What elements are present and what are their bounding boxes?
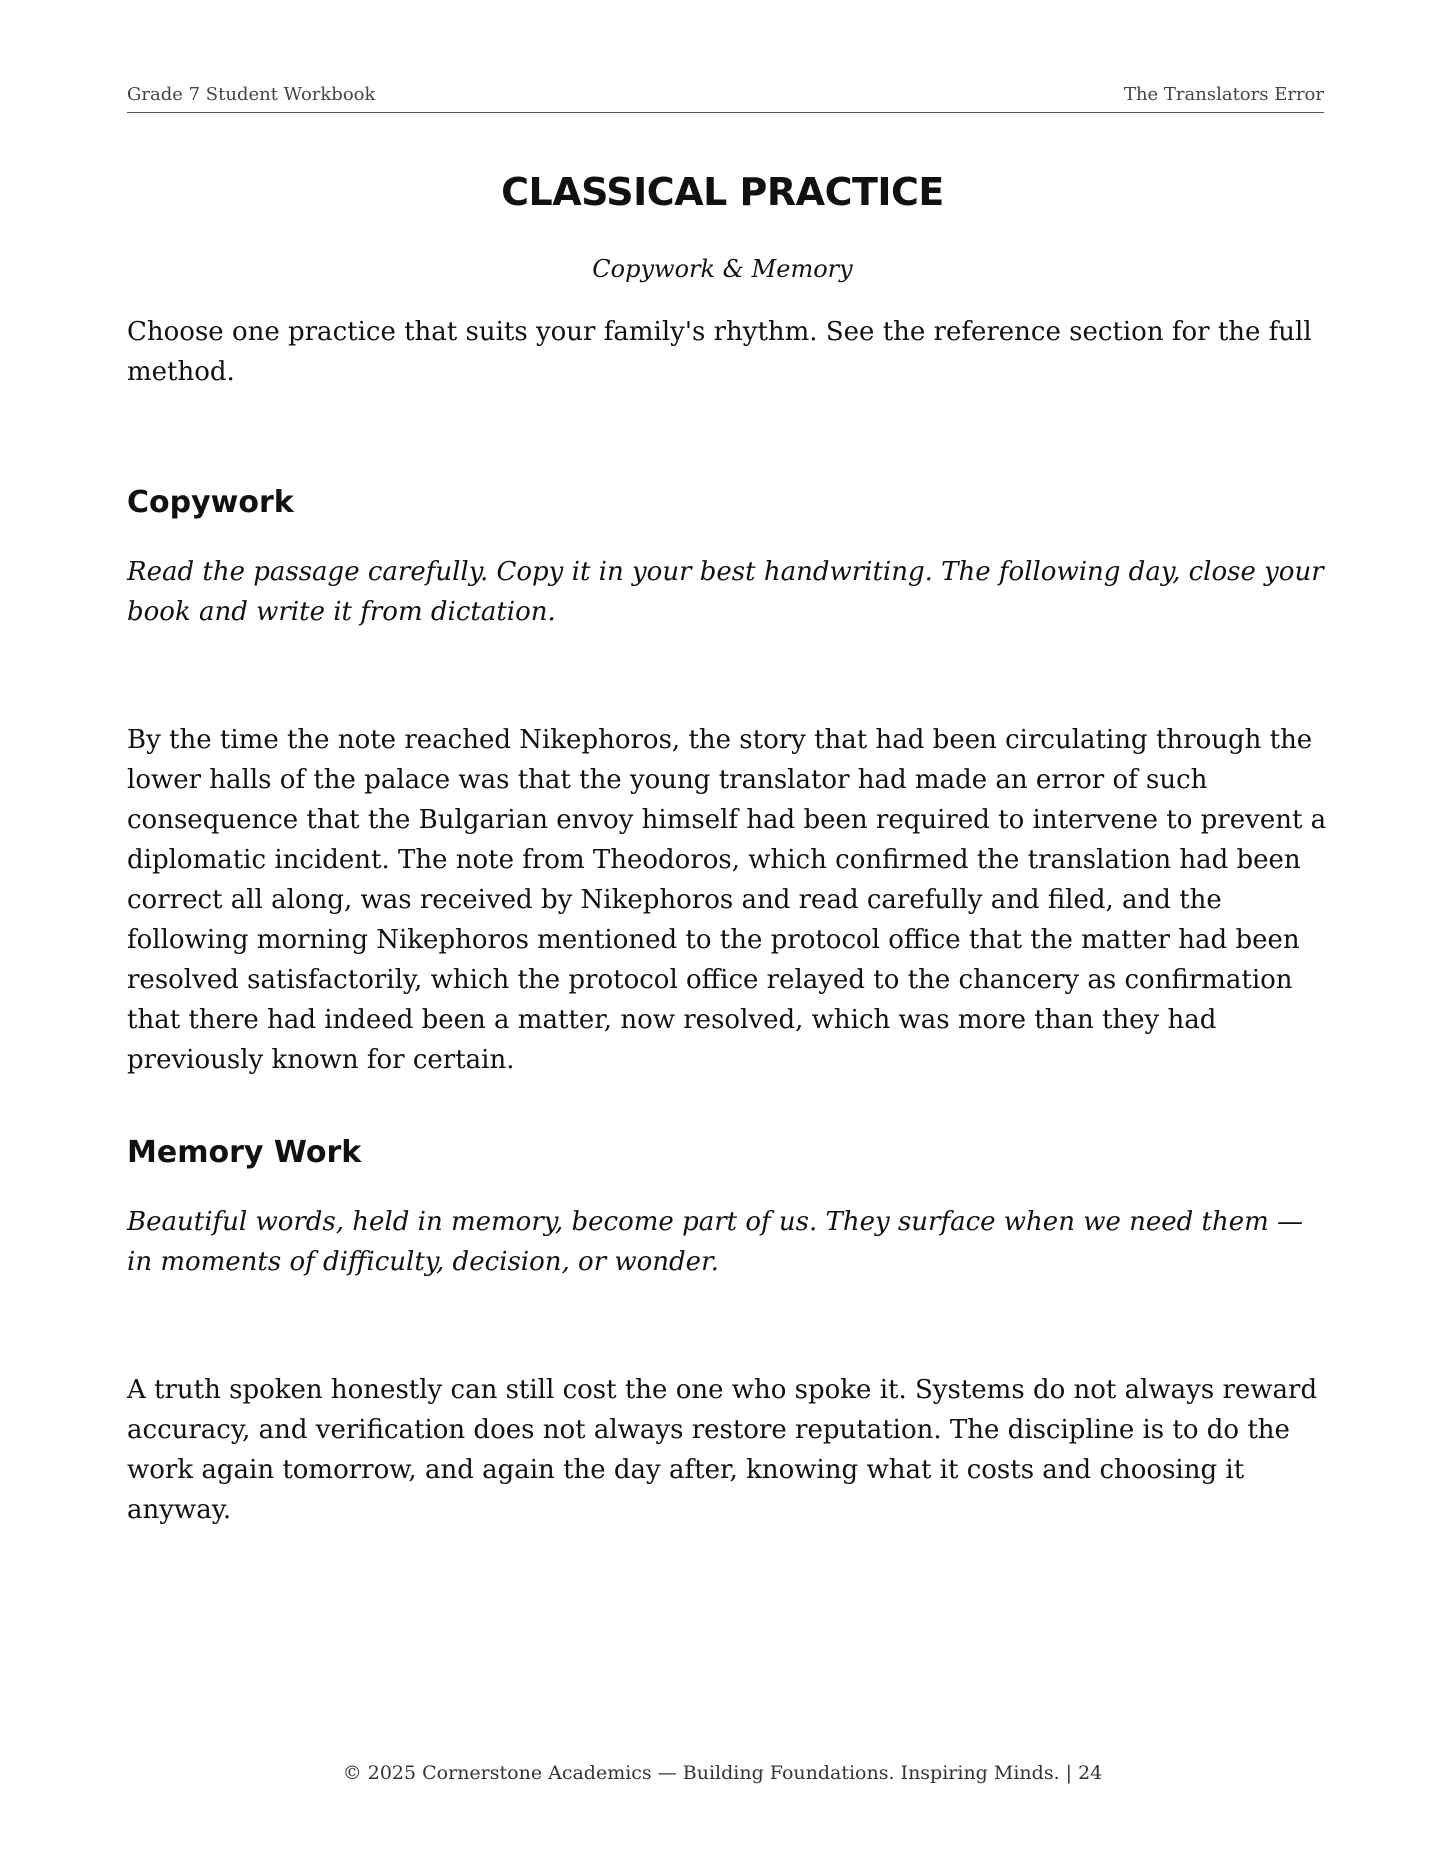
running-header bbox=[127, 84, 1324, 113]
page-title: CLASSICAL PRACTICE bbox=[501, 170, 944, 214]
copywork-passage: By the time the note reached Nikephoros, the story that had been circulating through the lower halls of the palace was that the young translator had made an error of such consequence that the Bulgarian envoy himself had been required to intervene to prevent a diplomatic incident. The note from Theodoros, which confirmed the translation had been correct all along, was received by Nikephoros and read carefully and filed, and the following morning Nikephoros mentioned to the protocol office that the matter had been resolved satisfactorily, which the protocol office relayed to the chancery as confirmation that there had indeed been a matter, now resolved, which was more than they had previously known for certain. bbox=[127, 725, 1327, 1075]
copywork-instructions: Read the passage carefully. Copy it in your best handwriting. The following day, close your book and write it from dictation. bbox=[127, 557, 1324, 627]
copywork-heading: Copywork bbox=[127, 485, 294, 520]
memory-work-passage: A truth spoken honestly can still cost the one who spoke it. Systems do not always reward accuracy, and verification does not always restore reputation. The discipline is to do the work again tomorrow, and again the day after, knowing what it costs and choosing it anyway. bbox=[127, 1375, 1318, 1525]
intro-paragraph: Choose one practice that suits your family's rhythm. See the reference section for the full method. bbox=[127, 317, 1312, 387]
page-footer: © 2025 Cornerstone Academics — Building Foundations. Inspiring Minds. | 24 bbox=[342, 1762, 1103, 1784]
header-workbook-title: Grade 7 Student Workbook bbox=[127, 84, 376, 105]
memory-work-heading: Memory Work bbox=[127, 1135, 362, 1170]
memory-work-instructions: Beautiful words, held in memory, become part of us. They surface when we need them — in moments of difficulty, decision, or wonder. bbox=[127, 1207, 1304, 1277]
header-story-title: The Translators Error bbox=[1123, 84, 1324, 105]
page-subtitle: Copywork & Memory bbox=[592, 255, 853, 283]
